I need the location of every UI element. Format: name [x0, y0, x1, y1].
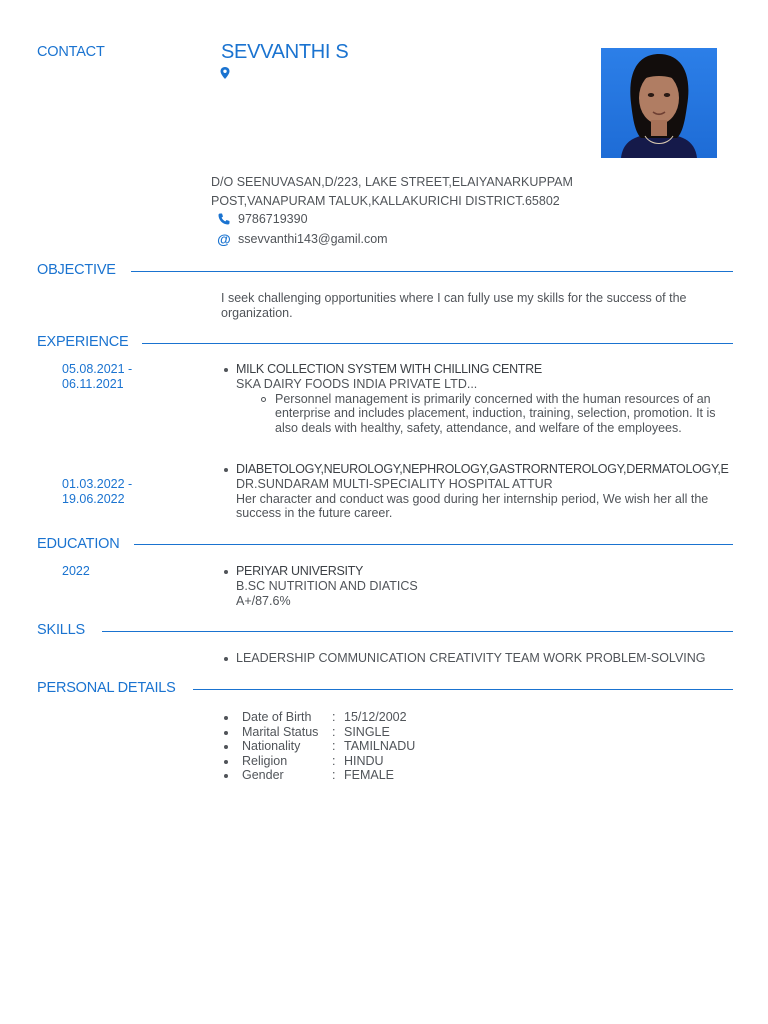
email-row	[216, 230, 388, 248]
map-pin-icon	[219, 66, 231, 80]
experience-org: DR.SUNDARAM MULTI-SPECIALITY HOSPITAL ATTUR	[236, 476, 553, 491]
phone-row	[216, 210, 308, 228]
education-year: 2022	[62, 564, 90, 578]
personal-detail-row: Date of Birth : 15/12/2002	[221, 710, 521, 725]
education-heading: EDUCATION	[37, 536, 120, 552]
skills-text: LEADERSHIP COMMUNICATION CREATIVITY TEAM WORK PROBLEM-SOLVING	[236, 651, 706, 665]
experience-item	[221, 362, 733, 436]
contact-heading: CONTACT	[37, 44, 105, 60]
personal-details-list	[221, 710, 521, 783]
experience-title: MILK COLLECTION SYSTEM WITH CHILLING CENTRE	[236, 362, 542, 376]
profile-photo	[601, 48, 717, 158]
experience-title: DIABETOLOGY,NEUROLOGY,NEPHROLOGY,GASTRORNTEROLOGY,DERMATOLOGY,E	[236, 462, 729, 476]
phone-number: 9786719390	[238, 212, 308, 226]
degree: B.SC NUTRITION AND DIATICS	[236, 578, 418, 593]
experience-description: Her character and conduct was good during her internship period, We wish her all the success in the future career.	[236, 491, 709, 521]
skills-list	[221, 651, 733, 666]
education-divider	[134, 544, 733, 545]
personal-detail-row: Marital Status : SINGLE	[221, 725, 521, 740]
experience-date: 05.08.2021 - 06.11.2021	[62, 362, 133, 391]
email-address: ssevvanthi143@gamil.com	[238, 232, 388, 246]
personal-detail-row: Religion : HINDU	[221, 754, 521, 769]
experience-org: SKA DAIRY FOODS INDIA PRIVATE LTD...	[236, 376, 478, 391]
address-text: D/O SEENUVASAN,D/223, LAKE STREET,ELAIYANARKUPPAM POST,VANAPURAM TALUK,KALLAKURICHI DISTRICT.65802	[211, 175, 573, 208]
experience-item	[221, 462, 733, 521]
experience-divider	[142, 343, 733, 344]
objective-heading: OBJECTIVE	[37, 262, 116, 278]
institution-name: PERIYAR UNIVERSITY	[236, 564, 364, 578]
experience-description: Personnel management is primarily concerned with the human resources of an enterprise and includes placement, induction, training, selection, promotion. It is also deals with healthy, safety, attendance, and welfare of the employees.	[275, 391, 716, 436]
objective-text: I seek challenging opportunities where I can fully use my skills for the success of the organization.	[221, 291, 687, 320]
phone-icon	[216, 211, 232, 227]
experience-heading: EXPERIENCE	[37, 334, 129, 350]
education-item	[221, 564, 733, 608]
personal-detail-row: Gender : FEMALE	[221, 768, 521, 783]
objective-divider	[131, 271, 733, 272]
experience-date: 01.03.2022 - 19.06.2022	[62, 477, 133, 506]
at-sign-icon: @	[217, 231, 231, 247]
skills-heading: SKILLS	[37, 622, 85, 638]
personal-details-heading: PERSONAL DETAILS	[37, 680, 176, 696]
skills-divider	[102, 631, 733, 632]
personal-detail-row: Nationality : TAMILNADU	[221, 739, 521, 754]
personal-divider	[193, 689, 733, 690]
candidate-name: SEVVANTHI S	[221, 41, 349, 63]
grade: A+/87.6%	[236, 593, 291, 608]
